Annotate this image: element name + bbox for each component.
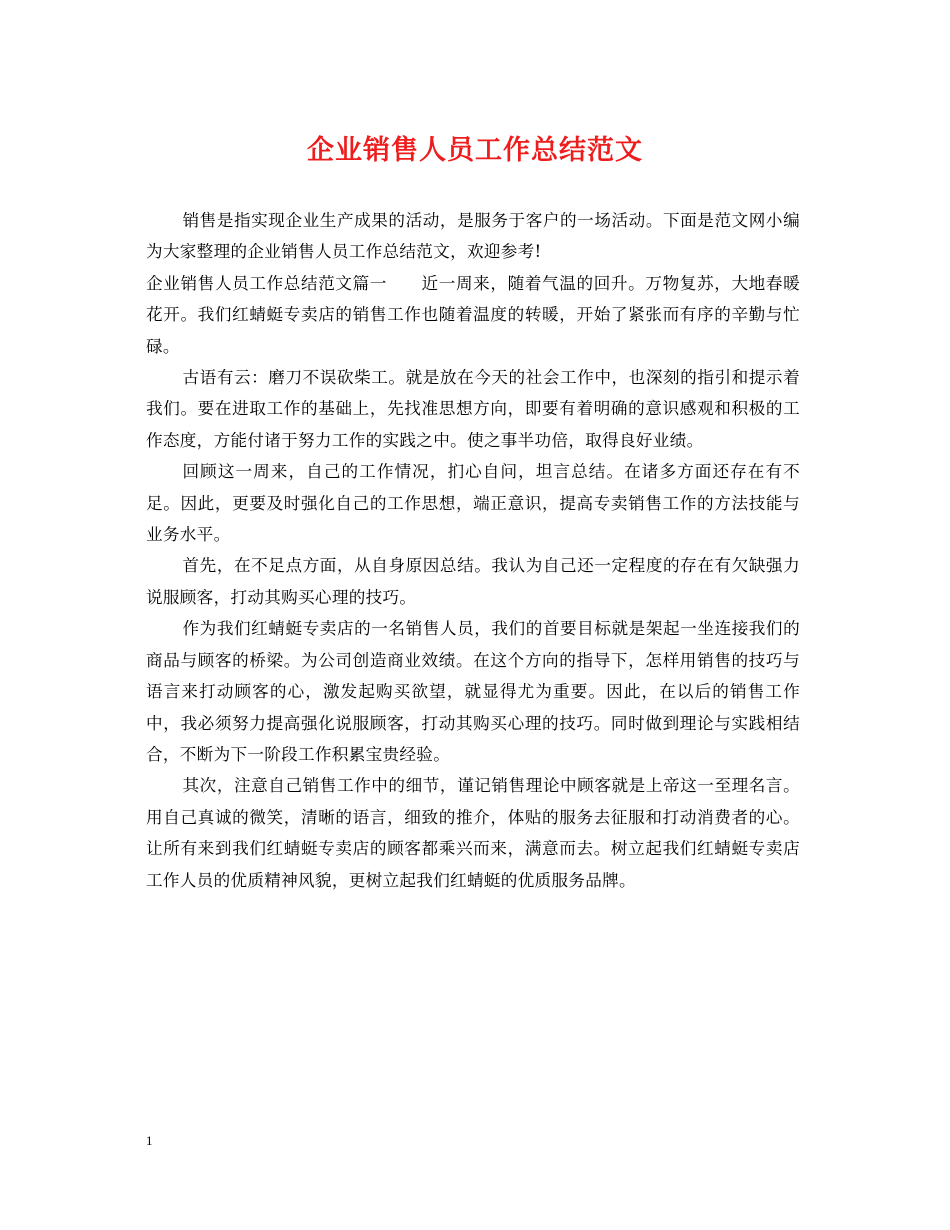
document-body xyxy=(146,205,800,896)
paragraph-section-one: 企业销售人员工作总结范文篇一 近一周来，随着气温的回升。万物复苏，大地春暖花开。我们红蜻蜓专卖店的销售工作也随着温度的转暖，开始了紧张而有序的辛勤与忙碌。 xyxy=(146,273,800,356)
document-title: 企业销售人员工作总结范文 xyxy=(307,135,643,166)
paragraph-review: 回顾这一周来，自己的工作情况，扪心自问，坦言总结。在诸多方面还存在有不足。因此，更要及时强化自己的工作思想，端正意识，提高专卖销售工作的方法技能与业务水平。 xyxy=(146,462,800,545)
paragraph-role: 作为我们红蜻蜓专卖店的一名销售人员，我们的首要目标就是架起一坐连接我们的商品与顾客的桥梁。为公司创造商业效绩。在这个方向的指导下，怎样用销售的技巧与语言来打动顾客的心，激发起购买欲望，就显得尤为重要。因此，在以后的销售工作中，我必须努力提高强化说服顾客，打动其购买心理的技巧。同时做到理论与实践相结合，不断为下一阶段工作积累宝贵经验。 xyxy=(146,619,800,764)
paragraph-second-point: 其次，注意自己销售工作中的细节，谨记销售理论中顾客就是上帝这一至理名言。用自己真诚的微笑，清晰的语言，细致的推介，体贴的服务去征服和打动消费者的心。让所有来到我们红蜻蜓专卖店的顾客都乘兴而来，满意而去。树立起我们红蜻蜓专卖店工作人员的优质精神风貌，更树立起我们红蜻蜓的优质服务品牌。 xyxy=(146,776,800,890)
paragraph-first-point: 首先，在不足点方面，从自身原因总结。我认为自己还一定程度的存在有欠缺强力说服顾客，打动其购买心理的技巧。 xyxy=(146,556,800,607)
paragraph-intro: 销售是指实现企业生产成果的活动，是服务于客户的一场活动。下面是范文网小编为大家整理的企业销售人员工作总结范文，欢迎参考! xyxy=(146,211,800,262)
page-number: 1 xyxy=(146,1133,153,1148)
paragraph-proverb: 古语有云：磨刀不误砍柴工。就是放在今天的社会工作中，也深刻的指引和提示着我们。要在进取工作的基础上，先找准思想方向，即要有着明确的意识感观和积极的工作态度，方能付诸于努力工作的实践之中。使之事半功倍，取得良好业绩。 xyxy=(146,368,800,450)
